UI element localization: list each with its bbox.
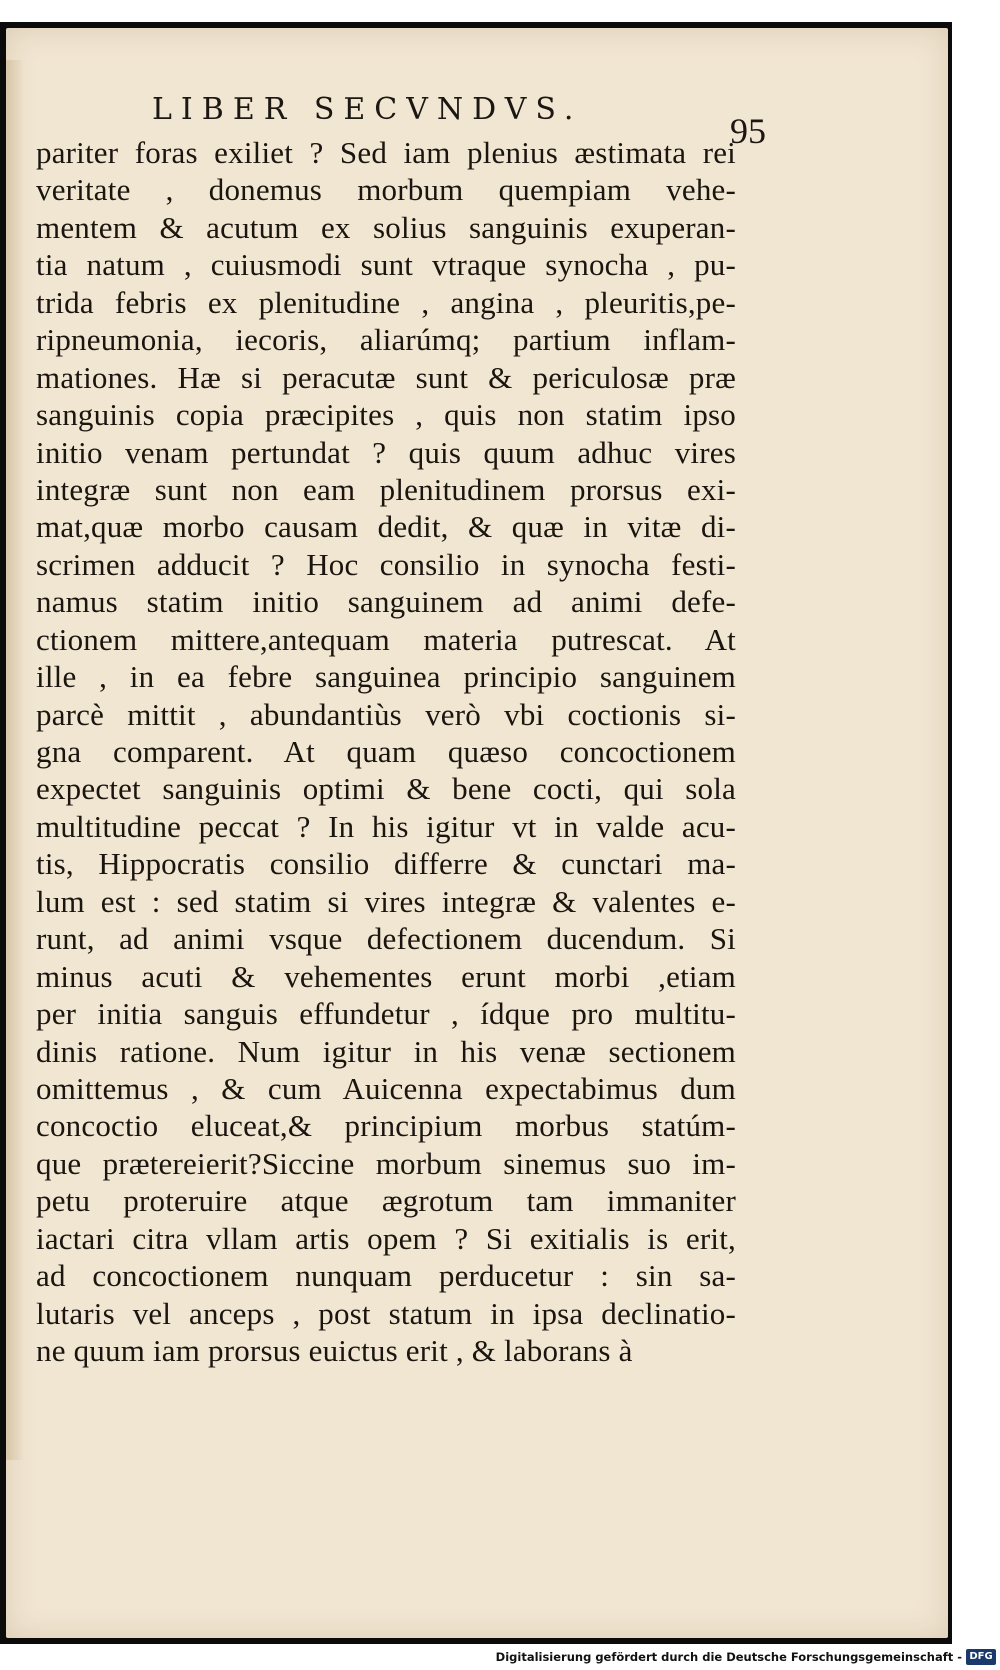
body-text [36, 134, 736, 1369]
text-line: dinis ratione. Num igitur in his venæ sectionem [36, 1033, 736, 1069]
text-line: lutaris vel anceps , post statum in ipsa declinatio- [36, 1295, 736, 1331]
text-line: tia natum , cuiusmodi sunt vtraque synocha , pu- [36, 247, 736, 283]
text-line: runt, ad animi vsque defectionem ducendum. Si [36, 921, 736, 957]
footer-bar [0, 1646, 1000, 1670]
text-line: ctionem mittere,antequam materia putrescat. At [36, 621, 736, 657]
text-line: per initia sanguis effundetur , ídque pro multitu- [36, 996, 736, 1032]
text-line: veritate , donemus morbum quempiam vehe- [36, 172, 736, 208]
running-title: LIBER SECVNDVS. [152, 92, 583, 127]
text-line: integræ sunt non eam plenitudinem prorsus exi- [36, 471, 736, 507]
text-line: mentem & acutum ex solius sanguinis exuperan- [36, 209, 736, 245]
text-line: iactari citra vllam artis opem ? Si exitialis is erit, [36, 1220, 736, 1256]
text-line: multitudine peccat ? In his igitur vt in valde acu- [36, 808, 736, 844]
text-line: ad concoctionem nunquam perducetur : sin sa- [36, 1258, 736, 1294]
text-line: ne quum iam prorsus euictus erit , & laborans à [36, 1333, 633, 1368]
text-line: omittemus , & cum Auicenna expectabimus dum [36, 1070, 736, 1106]
funding-credit: Digitalisierung gefördert durch die Deutsche Forschungsgemeinschaft - [495, 1650, 962, 1664]
text-line: pariter foras exiliet ? Sed iam plenius æstimata rei [36, 135, 736, 170]
text-line: mationes. Hæ si peracutæ sunt & periculosæ præ [36, 359, 736, 395]
text-line: minus acuti & vehementes erunt morbi ,etiam [36, 958, 736, 994]
text-line: trida febris ex plenitudine , angina , pleuritis,pe- [36, 284, 736, 320]
text-line: concoctio eluceat,& principium morbus statúm- [36, 1108, 736, 1144]
text-line: mat,quæ morbo causam dedit, & quæ in vitæ di- [36, 509, 736, 545]
text-line: parcè mittit , abundantiùs verò vbi coctionis si- [36, 696, 736, 732]
page-header [40, 92, 766, 151]
text-line: lum est : sed statim si vires integræ & valentes e- [36, 883, 736, 919]
text-line: namus statim initio sanguinem ad animi defe- [36, 584, 736, 620]
text-line: scrimen adducit ? Hoc consilio in synocha festi- [36, 546, 736, 582]
page-number: 95 [730, 111, 766, 151]
text-line: initio venam pertundat ? quis quum adhuc vires [36, 434, 736, 470]
text-line: gna comparent. At quam quæso concoctionem [36, 734, 736, 769]
text-line: ripneumonia, iecoris, aliarúmq; partium inflam- [36, 322, 736, 358]
page-gutter-shadow [6, 60, 24, 1460]
text-line: tis, Hippocratis consilio differre & cunctari ma- [36, 846, 736, 882]
dfg-logo: DFG [966, 1649, 996, 1665]
text-line: ille , in ea febre sanguinea principio sanguinem [36, 659, 736, 695]
text-line: sanguinis copia præcipites , quis non statim ipso [36, 397, 736, 433]
text-line: petu proteruire atque ægrotum tam immaniter [36, 1183, 736, 1219]
text-line: expectet sanguinis optimi & bene cocti, qui sola [36, 771, 736, 807]
text-line: que prætereierit?Siccine morbum sinemus suo im- [36, 1145, 736, 1181]
